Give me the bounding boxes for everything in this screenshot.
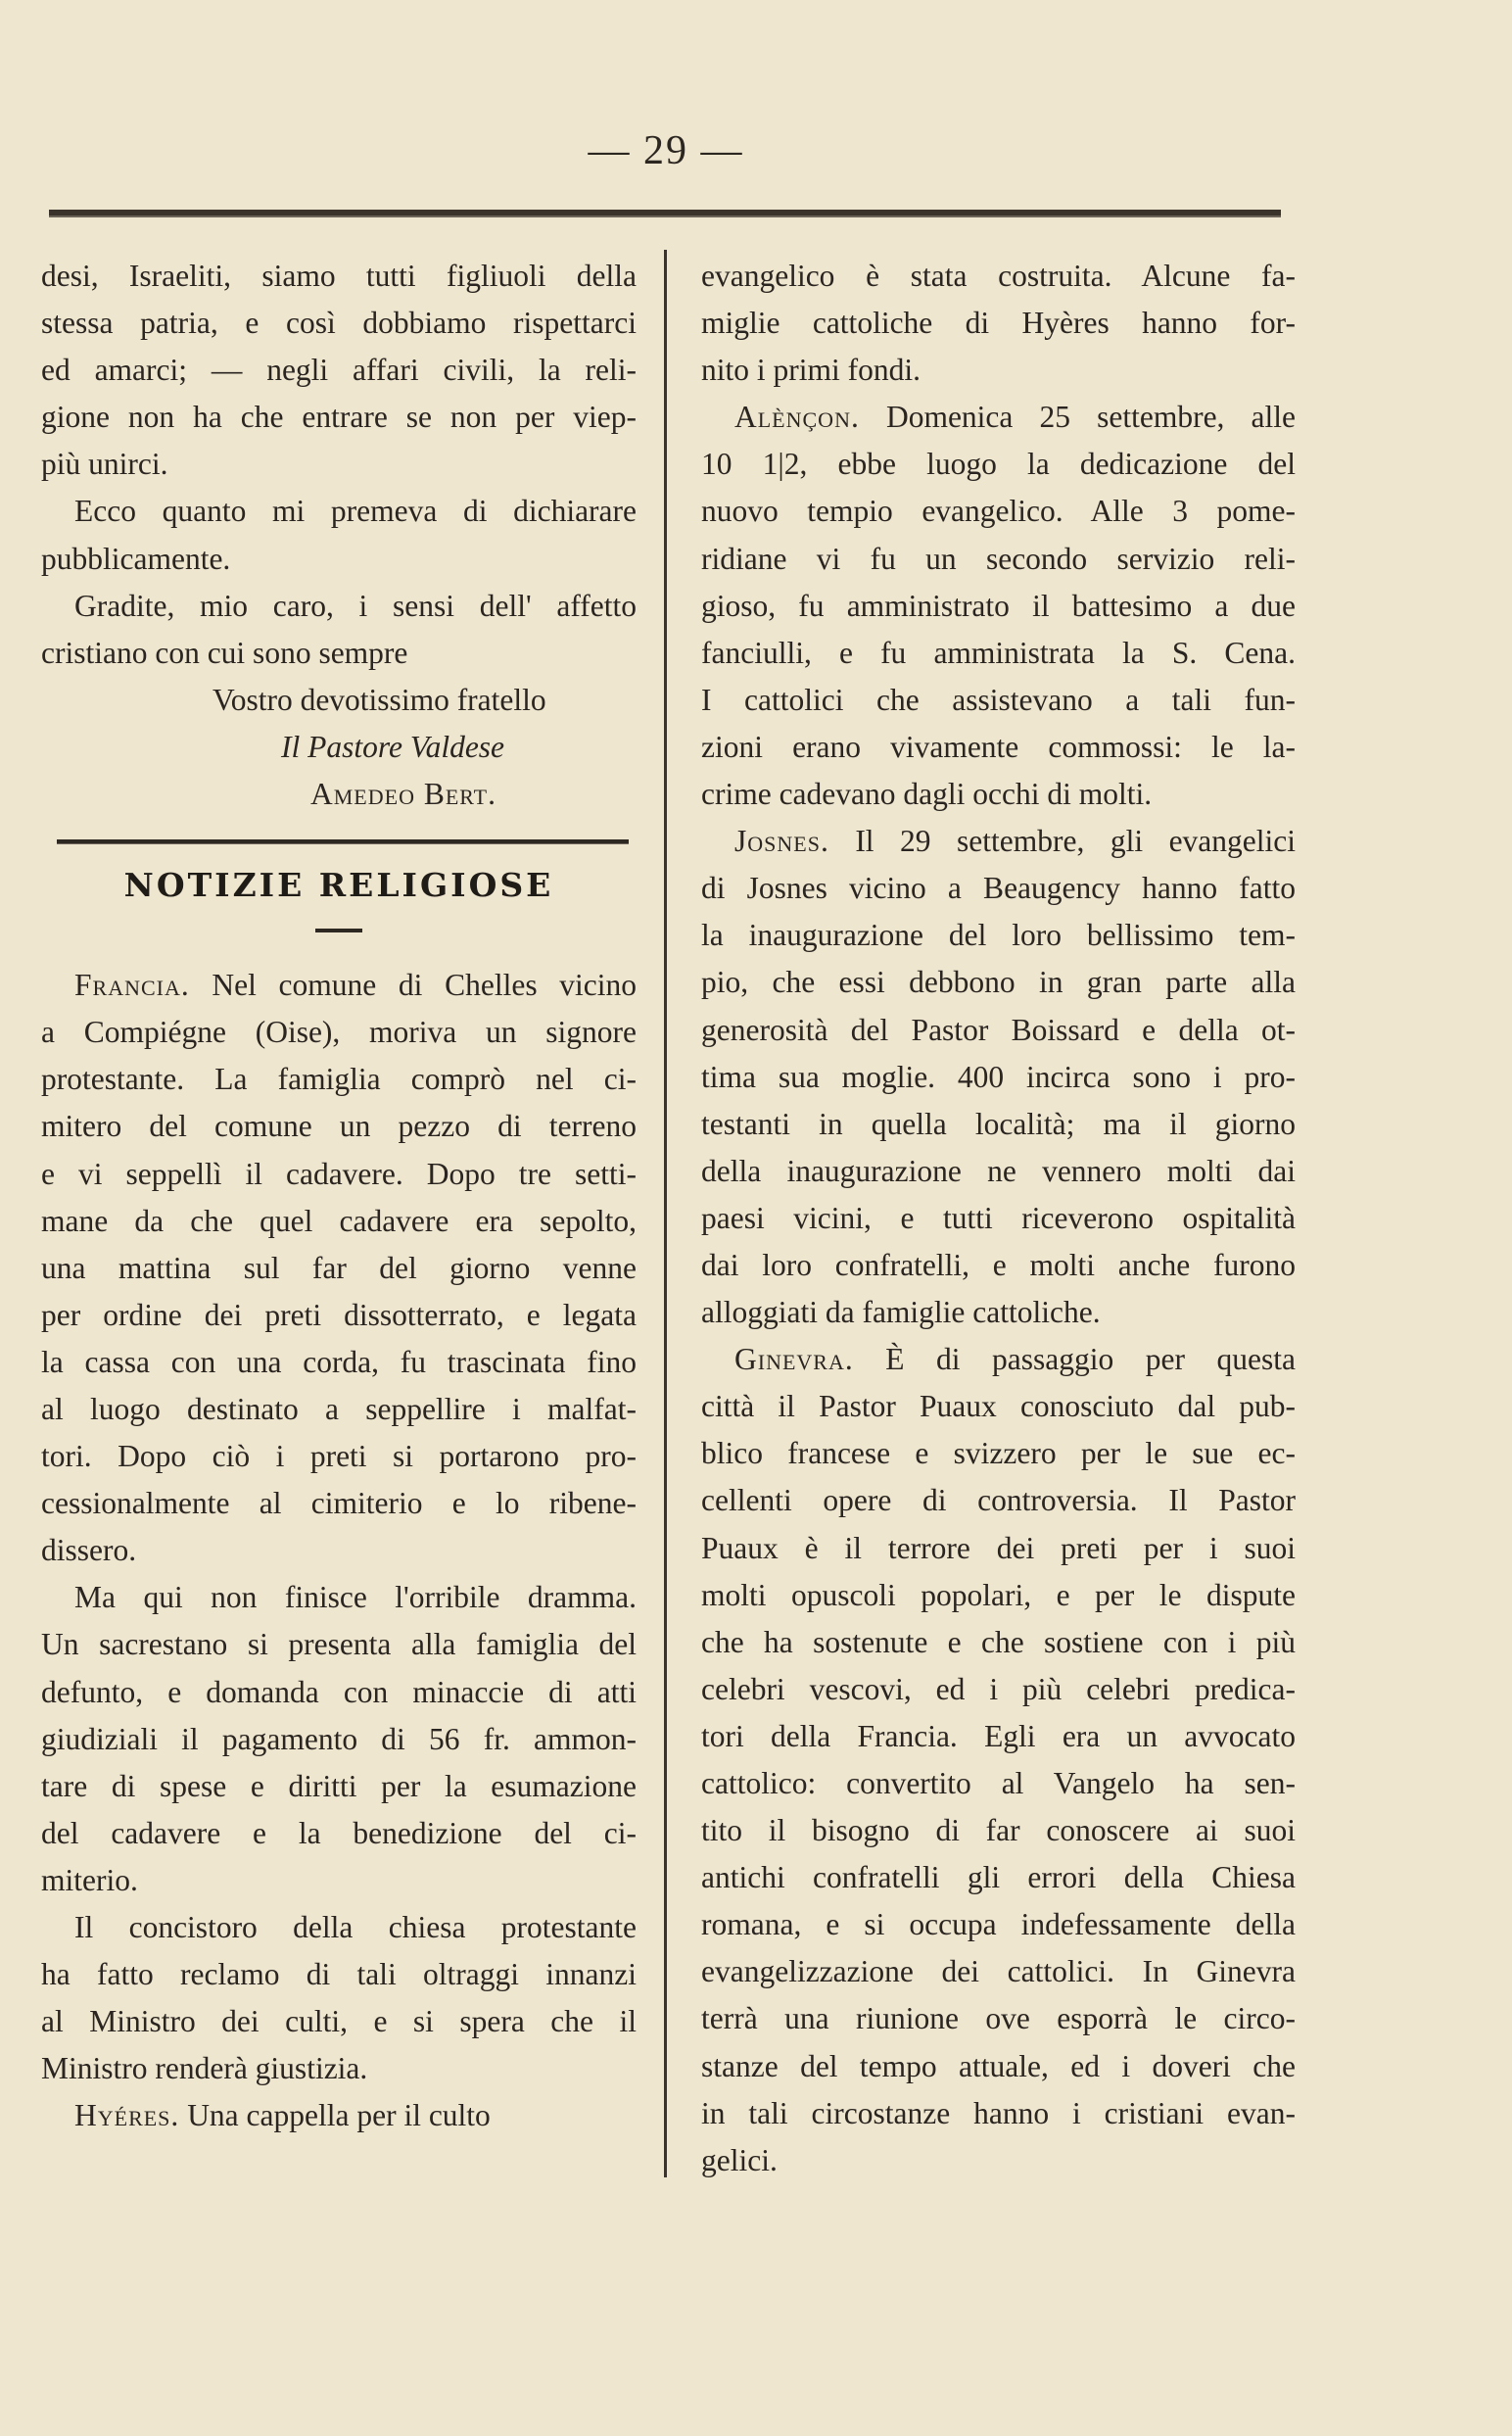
header-rule xyxy=(49,210,1281,217)
paragraph-first-line xyxy=(701,1336,1296,1383)
paragraph-greeting xyxy=(41,583,637,677)
text-line: Gradite, mio caro, i sensi dell' affetto xyxy=(74,588,637,623)
text-line: gioso, fu amministrato il battesimo a due xyxy=(701,588,1296,623)
text-line: generosità del Pastor Boissard e della ot- xyxy=(701,1012,1296,1047)
line-text: Una cappella per il culto xyxy=(179,2098,491,2133)
text-line: la cassa con una corda, fu trascinata fino xyxy=(41,1344,637,1379)
text-line: della inaugurazione ne vennero molti dai xyxy=(701,1153,1296,1188)
text-line: protestante. La famiglia comprò nel ci- xyxy=(41,1062,637,1097)
text-line: Ministro renderà giustizia. xyxy=(41,2051,368,2086)
place-heading: Alènçon. xyxy=(734,400,860,435)
text-line: pubblicamente. xyxy=(41,541,231,576)
paragraph-first-line xyxy=(701,394,1296,441)
text-line: Ma qui non finisce l'orribile dramma. xyxy=(74,1580,637,1615)
text-line: antichi confratelli gli errori della Chiesa xyxy=(701,1860,1296,1895)
text-line: più unirci. xyxy=(41,447,168,482)
text-line: al luogo destinato a seppellire i malfat- xyxy=(41,1391,637,1426)
signature-name: Amedeo Bert. xyxy=(310,777,496,812)
text-line: in tali circostanze hanno i cristiani evan- xyxy=(701,2095,1296,2130)
text-line: romana, e si occupa indefessamente della xyxy=(701,1907,1296,1942)
left-column xyxy=(41,253,637,2139)
text-line: di Josnes vicino a Beaugency hanno fatto xyxy=(701,871,1296,906)
text-line: al Ministro dei culti, e si spera che il xyxy=(41,2004,637,2039)
text-line: cellenti opere di controversia. Il Pastor xyxy=(701,1483,1296,1518)
text-line: evangelizzazione dei cattolici. In Ginevra xyxy=(701,1954,1296,1989)
text-line: mitero del comune un pezzo di terreno xyxy=(41,1109,637,1144)
text-line: dissero. xyxy=(41,1533,137,1568)
paragraph-first-line xyxy=(701,818,1296,865)
text-line: che ha sostenute e che sostiene con i più xyxy=(701,1624,1296,1659)
text-line: mane da che quel cadavere era sepolto, xyxy=(41,1203,637,1238)
text-line: tare di spese e diritti per la esumazione xyxy=(41,1768,637,1803)
paragraph-hyeres-continued xyxy=(701,253,1296,394)
text-line: celebri vescovi, ed i più celebri predica- xyxy=(701,1671,1296,1706)
place-heading: Josnes. xyxy=(734,824,829,859)
text-line: terrà una riunione ove esporrà le circo- xyxy=(701,2001,1296,2036)
text-line: e vi seppellì il cadavere. Dopo tre setti- xyxy=(41,1156,637,1191)
text-line: ha fatto reclamo di tali oltraggi innanzi xyxy=(41,1957,637,1992)
text-line: tima sua moglie. 400 incirca sono i pro- xyxy=(701,1059,1296,1094)
place-heading: Hyéres. xyxy=(74,2098,180,2133)
text-line: ridiane vi fu un secondo servizio reli- xyxy=(701,541,1296,576)
text-line: stessa patria, e così dobbiamo rispettarci xyxy=(41,306,637,341)
text-line: pio, che essi debbono in gran parte alla xyxy=(701,965,1296,1000)
text-line: miglie cattoliche di Hyères hanno for- xyxy=(701,306,1296,341)
paragraph-alencon xyxy=(701,394,1296,818)
text-line: ed amarci; — negli affari civili, la reli- xyxy=(41,353,637,388)
paragraph-first-line xyxy=(41,2092,637,2139)
text-line: alloggiati da famiglie cattoliche. xyxy=(701,1295,1101,1330)
paragraph-josnes xyxy=(701,818,1296,1336)
section-rule xyxy=(57,839,629,844)
paragraph-first-line xyxy=(41,962,637,1009)
page-number: — 29 — xyxy=(588,128,744,173)
paragraph-concistoro xyxy=(41,1904,637,2092)
text-line: zioni erano vivamente commossi: le la- xyxy=(701,729,1296,764)
section-short-rule xyxy=(315,929,362,932)
text-line: Puaux è il terrore dei preti per i suoi xyxy=(701,1530,1296,1565)
signature-role: Il Pastore Valdese xyxy=(281,729,505,764)
place-heading: Ginevra. xyxy=(734,1342,854,1377)
text-line: nuovo tempio evangelico. Alle 3 pome- xyxy=(701,494,1296,529)
text-line: del cadavere e la benedizione del ci- xyxy=(41,1815,637,1850)
text-line: per ordine dei preti dissotterrato, e legata xyxy=(41,1297,637,1332)
paragraph-ginevra xyxy=(701,1336,1296,2184)
text-line: nito i primi fondi. xyxy=(701,353,921,388)
text-line: 10 1|2, ebbe luogo la dedicazione del xyxy=(701,447,1296,482)
text-line: tito il bisogno di far conoscere ai suoi xyxy=(701,1813,1296,1848)
text-line: tori della Francia. Egli era un avvocato xyxy=(701,1718,1296,1753)
text-line: molti opuscoli popolari, e per le dispute xyxy=(701,1577,1296,1612)
text-line: cristiano con cui sono sempre xyxy=(41,635,408,670)
paragraph-letter-end xyxy=(41,253,637,488)
line-text: Nel comune di Chelles vicino xyxy=(189,968,637,1003)
text-line: paesi vicini, e tutti riceverono ospitalità xyxy=(701,1200,1296,1235)
text-line: città il Pastor Puaux conosciuto dal pub- xyxy=(701,1389,1296,1424)
signature-block xyxy=(41,677,637,818)
right-column xyxy=(701,253,1296,2184)
text-line: I cattolici che assistevano a tali fun- xyxy=(701,682,1296,717)
text-line: blico francese e svizzero per le sue ec- xyxy=(701,1436,1296,1471)
text-line: giudiziali il pagamento di 56 fr. ammon- xyxy=(41,1721,637,1756)
text-line: Il concistoro della chiesa protestante xyxy=(74,1910,637,1944)
text-line: la inaugurazione del loro bellissimo tem- xyxy=(701,918,1296,953)
text-line: a Compiégne (Oise), moriva un signore xyxy=(41,1015,637,1050)
text-line: desi, Israeliti, siamo tutti figliuoli della xyxy=(41,259,637,293)
paragraph-dramma xyxy=(41,1574,637,1904)
text-line: gione non ha che entrare se non per viep- xyxy=(41,400,637,435)
text-line: crime cadevano dagli occhi di molti. xyxy=(701,777,1153,812)
line-text: Domenica 25 settembre, alle xyxy=(859,400,1296,435)
text-line: miterio. xyxy=(41,1862,138,1897)
section-title: NOTIZIE RELIGIOSE xyxy=(123,866,554,905)
line-text: È di passaggio per questa xyxy=(853,1342,1296,1377)
text-line: Un sacrestano si presenta alla famiglia del xyxy=(41,1627,637,1662)
paragraph-declaration xyxy=(41,488,637,582)
signature-closing: Vostro devotissimo fratello xyxy=(213,682,546,717)
line-text: Il 29 settembre, gli evangelici xyxy=(828,824,1296,859)
paragraph-hyeres xyxy=(41,2092,637,2139)
text-line: tori. Dopo ciò i preti si portarono pro- xyxy=(41,1439,637,1474)
text-line: fanciulli, e fu amministrata la S. Cena. xyxy=(701,635,1296,670)
column-divider xyxy=(664,250,667,2177)
text-line: gelici. xyxy=(701,2142,778,2177)
text-line: una mattina sul far del giorno venne xyxy=(41,1250,637,1285)
text-line: defunto, e domanda con minaccie di atti xyxy=(41,1674,637,1709)
text-line: dai loro confratelli, e molti anche furono xyxy=(701,1247,1296,1282)
place-heading: Francia. xyxy=(74,968,190,1003)
paragraph-francia xyxy=(41,962,637,1574)
text-line: testanti in quella località; ma il giorno xyxy=(701,1106,1296,1141)
text-line: cessionalmente al cimiterio e lo ribene- xyxy=(41,1486,637,1521)
text-line: Ecco quanto mi premeva di dichiarare xyxy=(74,494,637,529)
text-line: stanze del tempo attuale, ed i doveri che xyxy=(701,2048,1296,2083)
text-line: evangelico è stata costruita. Alcune fa- xyxy=(701,259,1296,293)
text-line: cattolico: convertito al Vangelo ha sen- xyxy=(701,1766,1296,1800)
